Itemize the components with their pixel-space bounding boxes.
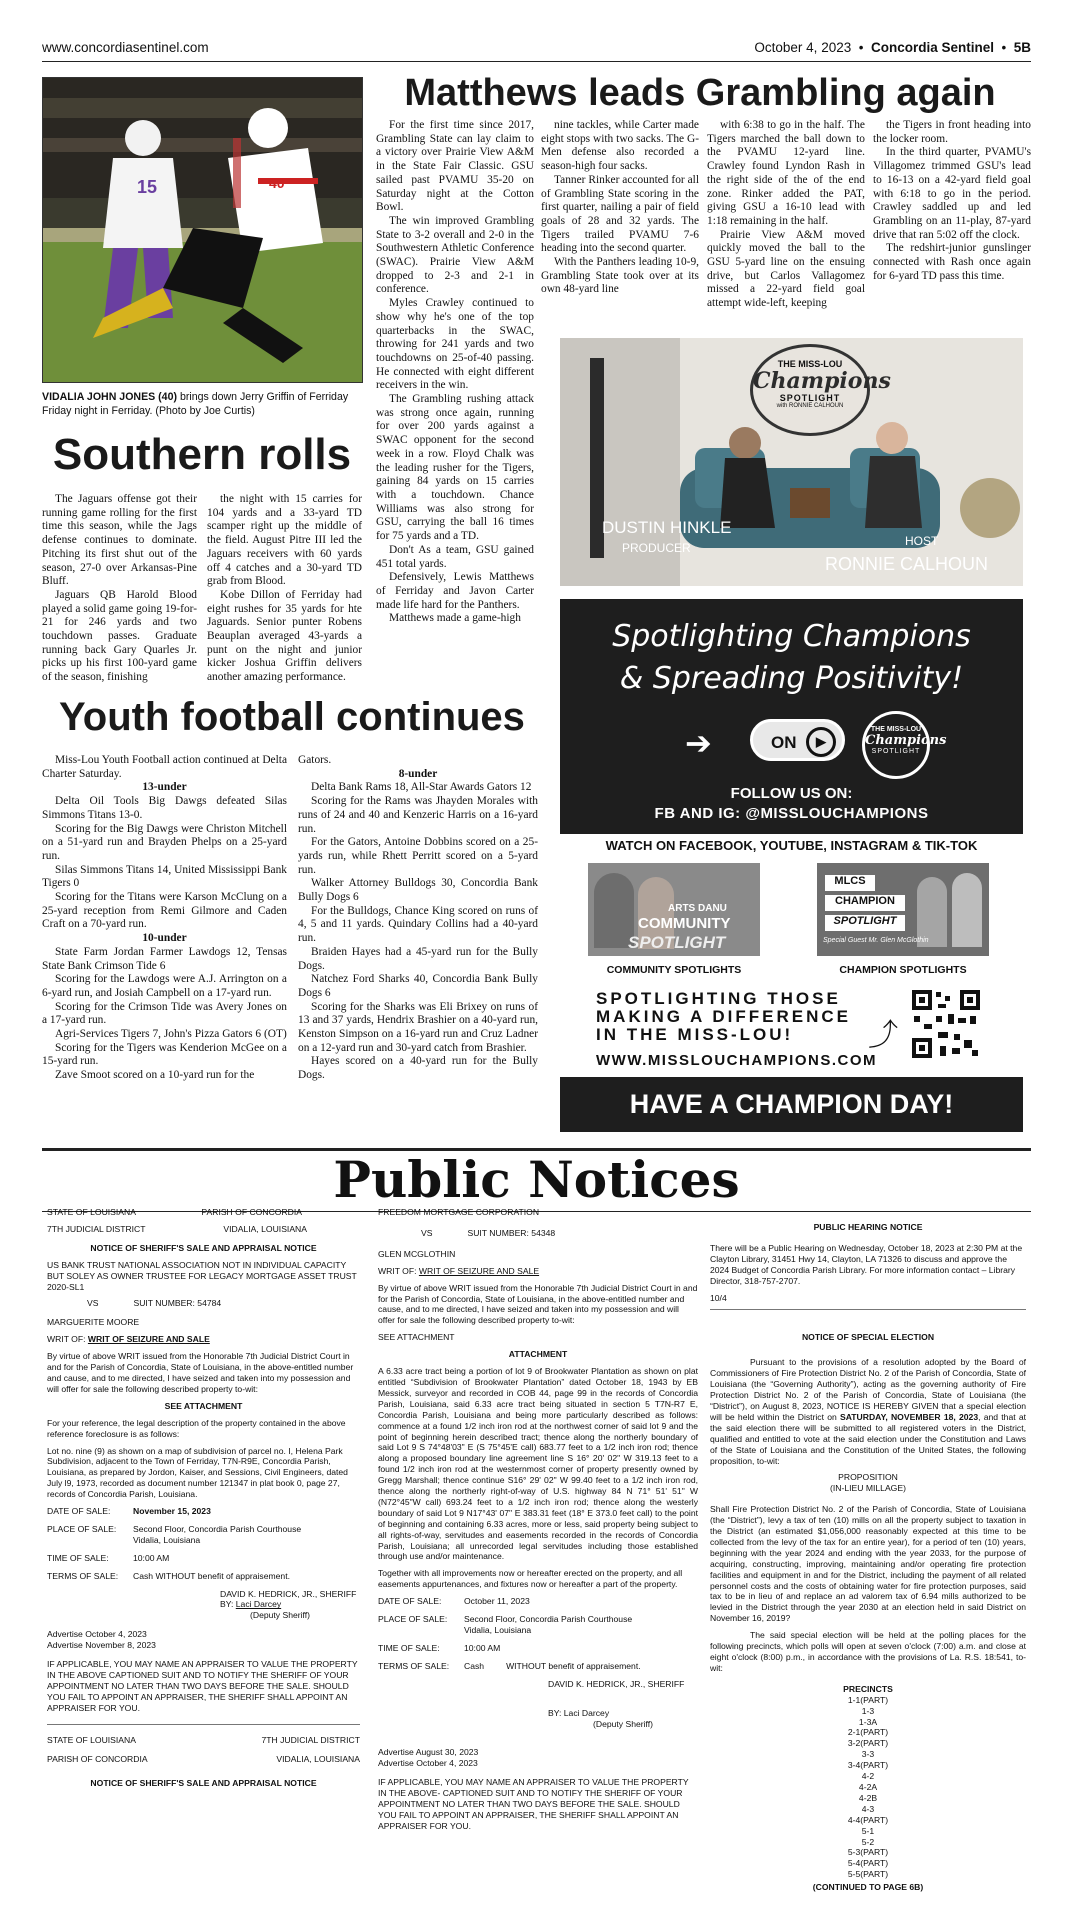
n2-see: SEE ATTACHMENT: [378, 1332, 455, 1343]
paragraph: Prairie View A&M moved quickly moved the ball to the GSU 5-yard line on the ensuing drive, but Carlos Vallagomez missed a 22-yard field goal attempt wide-left, keeping: [707, 228, 865, 310]
notice-col-2: [378, 1207, 698, 1838]
n1-body3: Lot no. nine (9) as shown on a map of subdivision of parcel no. I, Helena Park Subdivision, adjacent to the Town of Ferriday, T7N-R9E, Concordia Parish, Louisiana, as prepared by Jordon, Kaiser, and Sessions, Civil Engineers, dated July l9, 1973, recorded as document number 121347 in plat book 0, page 27, records of Concordia Parish, Louisiana.: [47, 1445, 348, 1500]
precinct-item: 1-1(PART): [847, 1694, 889, 1705]
n1-plaintiff: US BANK TRUST NATIONAL ASSOCIATION NOT IN INDIVIDUAL CAPACITY BUT SOLEY AS OWNER TRUSTEE FOR LEGACY MORTGAGE ASSET TRUST 2020-SL1: [47, 1259, 357, 1292]
logo-main: Champions: [753, 368, 891, 394]
n1-state: STATE OF LOUISIANA: [47, 1207, 136, 1217]
spot-line-2: MAKING A DIFFERENCE: [596, 1007, 852, 1026]
logo-sub: SPOTLIGHT: [779, 393, 841, 403]
n1-writ: WRIT OF SEIZURE AND SALE: [87, 1334, 210, 1345]
paragraph: Defensively, Lewis Matthews of Ferriday and Javon Carter made life hard for the Panthers.: [376, 571, 534, 611]
division-heading: 8-under: [398, 767, 438, 780]
n1-city: VIDALIA, LOUISIANA: [223, 1223, 307, 1234]
n1-see: SEE ATTACHMENT: [164, 1400, 243, 1411]
n2-suit: SUIT NUMBER: 54348: [467, 1227, 556, 1238]
caption-bold: VIDALIA JOHN JONES (40): [42, 391, 177, 403]
curved-arrow-icon: ⤴: [868, 1019, 898, 1052]
badge-logo: [862, 711, 947, 779]
on-label: ON: [771, 733, 797, 752]
paragraph: Scoring for the Sharks was Eli Brixey on runs of 13 and 37 yards, Hendrix Brashier on a 40-yard run, Kenston Simpson on a 16-yard run and Cruz Ladner on a 12-yard run and 30-yard catch from Brashier.: [298, 1000, 538, 1054]
badge-main: Champions: [865, 733, 947, 748]
n3-election-body3: The said special election will be held at the polling places for the following precincts, which polls will open at seven o'clock (7:00) a.m. and close at eight o'clock (8:00) p.m., in accordance with the provisions of La. R.S. 18:541, to-wit:: [710, 1630, 1026, 1673]
division-heading: 10-under: [142, 932, 187, 945]
n1-appraiser: IF APPLICABLE, YOU MAY NAME AN APPRAISER TO VALUE THE PROPERTY IN THE ABOVE CAPTIONED SUIT AND TO NOTIFY THE SHERIFF OF YOUR APPOINTMENT NO LATER THAN TWO DAYS BEFORE THE SALE. SHOULD YOU FAIL TO APPOINT AN APPRAISER, THE SHERIFF SHALL APPOINT AN APPRAISER FOR YOU.: [47, 1659, 358, 1713]
paragraph: Hayes scored on a 40-yard run for the Bully Dogs.: [298, 1055, 538, 1082]
paragraph: Agri-Services Tigers 7, John's Pizza Gators 6 (OT): [55, 1028, 287, 1041]
n1-divider: [47, 1724, 360, 1725]
paragraph: Braiden Hayes had a 45-yard run for the Bully Dogs.: [298, 945, 538, 972]
arrow-right-icon: ➔: [685, 725, 712, 761]
n1-district: 7TH JUDICIAL DISTRICT: [47, 1223, 146, 1234]
grambling-col-4: [873, 119, 1031, 283]
precinct-item: 3-3: [861, 1749, 875, 1760]
thumb2-mid: CHAMPION: [825, 895, 905, 911]
ad-podcast-photo: [560, 338, 1023, 586]
n1-state2: STATE OF LOUISIANA: [47, 1734, 136, 1745]
play-icon: ▶: [806, 727, 836, 757]
n1-terms: Cash WITHOUT benefit of appraisement.: [133, 1570, 290, 1581]
paragraph: For the first time since 2017, Grambling State can lay claim to a victory over Prairie View A&M in the State Fair Classic. GSU sailed past PVAMU 35-20 on Saturday night at the Cotton Bowl.: [376, 119, 534, 214]
n3-continued: (CONTINUED TO PAGE 6B): [812, 1882, 924, 1893]
n2-terms2: WITHOUT benefit of appraisement.: [506, 1660, 641, 1671]
watch-line: WATCH ON FACEBOOK, YOUTUBE, INSTAGRAM & TIK-TOK: [605, 838, 978, 853]
paragraph: Natchez Ford Sharks 40, Concordia Bank Bully Dogs 6: [298, 973, 538, 999]
n1-parish: PARISH OF CONCORDIA: [201, 1207, 302, 1217]
n2-writ-label: WRIT OF:: [378, 1265, 417, 1276]
n2-attach: ATTACHMENT: [508, 1349, 568, 1360]
precinct-item: 4-2B: [858, 1792, 878, 1803]
paragraph: Zave Smoot scored on a 10-yard run for the: [55, 1069, 255, 1082]
follow-line-2: FB AND IG: @MISSLOUCHAMPIONS: [654, 805, 929, 822]
precinct-item: 5-1: [861, 1825, 875, 1836]
paragraph: Scoring for the Big Dawgs were Christon Mitchell on a 51-yard run and Brayden Phelps on a 25-yard run.: [42, 822, 287, 862]
paragraph: Walker Attorney Bulldogs 30, Concordia Bank Bully Dogs 6: [298, 877, 538, 904]
precinct-item: 5-3(PART): [847, 1847, 889, 1858]
svg-text:40: 40: [269, 175, 285, 191]
precinct-item: 1-3A: [858, 1716, 878, 1727]
n1-time-label: TIME OF SALE:: [47, 1552, 109, 1563]
paragraph: The redshirt-junior gunslinger connected with Rash once again for 6-yard TD pass this time.: [873, 242, 1031, 282]
n3-election-body1b: , and that at the said election there will be submitted to all registered voters in the District, qualified and entitled to vote at the said election under the Constitution and Laws of the State of Louisiana and the Constitution of the United States, the following proposition, to-wit:: [710, 1411, 1026, 1466]
n1-parish2: PARISH OF CONCORDIA: [47, 1753, 148, 1764]
spot-line-3: IN THE MISS-LOU!: [596, 1025, 794, 1044]
website-text[interactable]: WWW.MISSLOUCHAMPIONS.COM: [596, 1052, 877, 1069]
precinct-list: [710, 1695, 1026, 1880]
photo-caption: [42, 390, 363, 418]
precinct-item: 4-2: [861, 1771, 875, 1782]
precinct-item: 3-4(PART): [847, 1760, 889, 1771]
n3-election-body1: Pursuant to the provisions of a resolution adopted by the Board of Commissioners of Fire Protection District No. 2 of the Parish of Concordia, State of Louisiana (the “Governing Authority”), acting as the governing authority of Fire Protection District No. 2 of the Parish of Concordia, State of Louisiana (the “District”), on August 8, 2023, NOTICE IS HEREBY GIVEN that a special election will be held within the District on: [710, 1357, 1026, 1422]
podcast-logo: [750, 344, 891, 436]
paragraph: the Tigers in front heading into the locker room.: [873, 119, 1031, 145]
n1-body1: By virtue of above WRIT issued from the Honorable 7th Judicial District Court in and for the Parish of Concordia, State of Louisiana, in the above-entitled number and cause, and to me directed, I have seized and taken into my possession and will offer for sale the following described property to-wit:: [47, 1351, 354, 1394]
paragraph: with 6:38 to go in the half. The Tigers marched the ball down to the PVAMU 12-yard line. Crawley found Lyndon Rash in the right side of the of the end zone. Rinker added the PAT, giving GSU a 16-10 lead with 1:18 remaining in the half.: [707, 119, 865, 227]
notice-col-3: [710, 1222, 1026, 1893]
thumb1-top: ARTS DANU: [668, 903, 727, 914]
badge-top: THE MISS-LOU: [870, 726, 922, 733]
n3-election-body2: Shall Fire Protection District No. 2 of the Parish of Concordia, State of Louisiana (the “District”), levy a tax of ten (10) mills on all the property subject to taxation in the District (an estimated $1,056,000 reasonably expected at this time to be collected from the levy of the tax for an entire year), for a period of ten (10) years, beginning with the year 2024 and ending with the year 2033, for the purpose of acquiring, constructing, improving, maintaining and/or operating fire protection facilities and equipment in and for the District, including the payment of all related personnel costs and the costs of obtaining water for fire protection purposes, said tax to be in lieu of and replace an ad valorem tax of 6.94 mills authorized to be levied in the District through the year 2030 at an election held in said District on November 16, 2019?: [710, 1504, 1026, 1624]
n3-precincts-title: PRECINCTS: [843, 1683, 893, 1694]
n2-deputy: (Deputy Sheriff): [593, 1718, 654, 1729]
precinct-item: 3-2(PART): [847, 1738, 889, 1749]
n2-sheriff: DAVID K. HEDRICK, JR., SHERIFF: [548, 1678, 685, 1689]
n3-prop: PROPOSITION: [838, 1472, 898, 1483]
precinct-item: 5-2: [861, 1836, 875, 1847]
n1-district2: 7TH JUDICIAL DISTRICT: [261, 1734, 360, 1745]
n1-date-label: DATE OF SALE:: [47, 1506, 111, 1517]
n2-adv2: Advertise October 4, 2023: [378, 1758, 478, 1769]
n1-date: November 15, 2023: [133, 1506, 211, 1517]
n1-place2: Vidalia, Louisiana: [133, 1534, 201, 1545]
n2-body1: By virtue of above WRIT issued from the Honorable 7th Judicial District Court in and for the Parish of Concordia, State of Louisiana, in the above-entitled number and cause, and to me directed, I have seized and taken into my possession and will offer for sale the following described property to-wit:: [378, 1282, 698, 1326]
n1-by: BY:: [220, 1599, 234, 1610]
precinct-item: 5-4(PART): [847, 1858, 889, 1869]
slogan-line-1: Spotlighting Champions: [612, 619, 971, 654]
precinct-item: 2-1(PART): [847, 1727, 889, 1738]
n3-prop-sub: (IN-LIEU MILLAGE): [830, 1483, 906, 1494]
follow-line-1: FOLLOW US ON:: [730, 785, 853, 802]
n1-place-label: PLACE OF SALE:: [47, 1523, 117, 1534]
paper-name: Concordia Sentinel: [870, 40, 994, 55]
n1-adv1: Advertise October 4, 2023: [47, 1629, 147, 1640]
paragraph: Tanner Rinker accounted for all of Grambling State scoring in the first quarter, nailing a pair of field goals of 28 and 32 yards. The Tigers trailed PVAMU 7-6 heading into the second quarter.: [541, 173, 699, 255]
n3-hearing-title: PUBLIC HEARING NOTICE: [813, 1222, 923, 1232]
n1-defendant: MARGUERITE MOORE: [47, 1317, 140, 1328]
paragraph: State Farm Jordan Farmer Lawdogs 12, Tensas State Bank Crimson Tide 6: [42, 945, 287, 972]
football-photo-image: [43, 78, 363, 383]
n3-hearing-date: 10/4: [710, 1292, 727, 1303]
southern-col-2: [207, 493, 362, 685]
n3-election-date: SATURDAY, NOVEMBER 18, 2023: [840, 1411, 979, 1422]
ad-slogan-panel: [560, 599, 1023, 834]
n2-place1: Second Floor, Concordia Parish Courthouse: [464, 1614, 633, 1625]
n2-time: 10:00 AM: [464, 1642, 501, 1653]
paragraph: In the third quarter, PVAMU's Villagomez trimmed GSU's lead to 16-13 on a 42-yard field goal with 6:18 to go in the period. Crawley saddled up and led Grambling on an 11-play, 87-yard drive that ran 5:02 off the clock.: [873, 146, 1031, 241]
issue-date: October 4, 2023: [754, 40, 852, 55]
paragraph: nine tackles, while Carter made eight stops with two sacks. The G-Men defense also recorded a season-high four sacks.: [541, 119, 699, 173]
producer-name: DUSTIN HINKLE: [602, 518, 732, 537]
n2-place-label: PLACE OF SALE:: [378, 1614, 448, 1625]
grambling-col-2: [541, 119, 699, 297]
grambling-col-1: [376, 119, 534, 626]
n1-adv2: Advertise November 8, 2023: [47, 1640, 156, 1651]
youth-col-2: [298, 754, 538, 1083]
n2-date-label: DATE OF SALE:: [378, 1596, 442, 1607]
thumb-person: [952, 873, 982, 947]
n2-appraiser: IF APPLICABLE, YOU MAY NAME AN APPRAISER TO VALUE THE PROPERTY IN THE ABOVE- CAPTIONED SUIT AND TO NOTIFY THE SHERIFF OF YOUR APPOINTMENT NO LATER THAN TWO DAYS BEFORE THE SALE. SHOULD YOU FAIL TO APPOINT AN APPRAISER, THE SHERIFF SHALL APPOINT AN APPRAISER FOR YOU.: [378, 1777, 689, 1831]
southern-headline: Southern rolls: [52, 430, 352, 479]
paragraph: With the Panthers leading 10-9, Grambling State took over at its own 48-yard line: [541, 256, 699, 296]
n2-by: BY: Laci Darcey: [548, 1707, 610, 1718]
n1-time: 10:00 AM: [133, 1552, 170, 1563]
thumb1-mid: COMMUNITY: [638, 915, 731, 932]
on-toggle: [750, 719, 845, 761]
n2-plaintiff: FREEDOM MORTGAGE CORPORATION: [378, 1207, 540, 1217]
paragraph: Scoring for the Lawdogs were A.J. Arrington on a 6-yard run, and Josiah Campbell on a 17-yard run.: [42, 973, 287, 999]
site-url[interactable]: www.concordiasentinel.com: [42, 40, 209, 55]
n2-terms1: Cash: [464, 1660, 485, 1671]
n2-adv1: Advertise August 30, 2023: [378, 1747, 479, 1758]
n1-city2: VIDALIA, LOUISIANA: [276, 1753, 360, 1764]
southern-col-1: [42, 493, 197, 685]
paragraph: Jaguars QB Harold Blood played a solid game going 19-for-21 for 246 yards and two touchdown passes. Graduate running back Gary Quarles Jr. picks up his first 100-yard game of the season, finishing: [42, 588, 197, 684]
thumb2-top: MLCS: [825, 875, 875, 891]
n1-body2: For your reference, the legal description of the property contained in the above reference foreclosure is as follows:: [47, 1417, 346, 1439]
community-label: COMMUNITY SPOTLIGHTS: [606, 964, 742, 976]
host-role: HOST: [905, 534, 939, 548]
grambling-col-3: [707, 119, 865, 311]
champion-label: CHAMPION SPOTLIGHTS: [839, 964, 967, 976]
n1-sheriff: DAVID K. HEDRICK, JR., SHERIFF: [220, 1588, 357, 1599]
thumb1-bot: SPOTLIGHT: [628, 933, 726, 952]
producer-role: PRODUCER: [622, 541, 691, 555]
football-photo: [42, 77, 363, 383]
precinct-item: 5-5(PART): [847, 1869, 889, 1880]
n1-suit: SUIT NUMBER: 54784: [133, 1298, 222, 1309]
page-info: October 4, 2023 • Concordia Sentinel • 5B: [754, 40, 1031, 55]
caption-text: brings down Jerry Griffin of Ferriday Friday night in Ferriday. (Photo by Joe Curtis): [42, 391, 349, 417]
n1-writ-label: WRIT OF:: [47, 1334, 86, 1345]
n3-divider: [710, 1309, 1026, 1310]
page-header: [42, 40, 1031, 62]
n2-vs: VS: [421, 1227, 433, 1238]
n2-time-label: TIME OF SALE:: [378, 1642, 440, 1653]
badge-sub: SPOTLIGHT: [871, 748, 921, 755]
youth-headline: Youth football continues: [59, 695, 525, 739]
n2-body3: Together with all improvements now or hereafter erected on the property, and all easements appurtenances, and fixtures now or hereafter a part of the property.: [378, 1568, 683, 1590]
paragraph: Miss-Lou Youth Football action continued at Delta Charter Saturday.: [42, 754, 287, 780]
n3-election-title: NOTICE OF SPECIAL ELECTION: [801, 1332, 935, 1343]
paragraph: Don't As a team, GSU gained 451 total yards.: [376, 543, 534, 570]
n1-deputy: (Deputy Sheriff): [250, 1610, 311, 1621]
n2-writ: WRIT OF SEIZURE AND SALE: [418, 1265, 540, 1276]
paragraph: Gators.: [298, 754, 332, 766]
champion-day-banner: HAVE A CHAMPION DAY!: [560, 1077, 1023, 1132]
n1-title: NOTICE OF SHERIFF'S SALE AND APPRAISAL NOTICE: [90, 1242, 317, 1253]
n1-terms-label: TERMS OF SALE:: [47, 1570, 119, 1581]
notice-col-1: [47, 1207, 360, 1795]
qr-code-graphic: [910, 988, 982, 1060]
paragraph: Scoring for the Crimson Tide was Avery Jones on a 17-yard run.: [42, 1000, 287, 1027]
paragraph: Delta Bank Rams 18, All-Star Awards Gators 12: [311, 781, 532, 794]
svg-text:15: 15: [137, 177, 158, 197]
n2-place2: Vidalia, Louisiana: [464, 1625, 532, 1635]
champion-thumb[interactable]: [817, 863, 989, 956]
logo-with: with RONNIE CALHOUN: [776, 403, 844, 409]
n1-title2: NOTICE OF SHERIFF'S SALE AND APPRAISAL NOTICE: [90, 1778, 317, 1789]
youth-col-1: [42, 754, 287, 1083]
host-name: RONNIE CALHOUN: [825, 554, 989, 574]
paragraph: The Grambling rushing attack was strong once again, running for over 200 yards against a SWAC opponent for the second week in a row. Floyd Chalk was the leading rusher for the Tigers, gaining 84 yards on 15 carries with a touchdown. Chance Williams was also strong for GSU, carrying the ball 16 times for 75 yards and a TD.: [376, 393, 534, 543]
slogan-line-2: & Spreading Positivity!: [619, 661, 964, 696]
paragraph: Scoring for the Titans were Karson McClung on a 25-yard reception from Remi Gilmore and Caden Craft on a 70-yard run.: [42, 891, 287, 931]
thumb2-guest: Special Guest Mr. Glen McGlothin: [823, 937, 929, 944]
logo-top: THE MISS-LOU: [777, 359, 843, 369]
precinct-item: 4-2A: [858, 1781, 878, 1792]
division-heading: 13-under: [142, 781, 187, 794]
n2-date: October 11, 2023: [464, 1596, 530, 1607]
paragraph: Delta Oil Tools Big Dawgs defeated Silas Simmons Titans 13-0.: [42, 795, 287, 821]
paragraph: Silas Simmons Titans 14, United Mississippi Bank Tigers 0: [42, 863, 287, 890]
precinct-item: 1-3: [861, 1705, 875, 1716]
paragraph: Matthews made a game-high: [389, 612, 521, 625]
paragraph: Kobe Dillon of Ferriday had eight rushes for 35 yards for hte Jaguards. Senior punter Robens Beauplan averaged 43-yards a punt on the night and junior kicker Joshua Griffin delivers another amazing performance.: [207, 588, 362, 684]
qr-code-icon[interactable]: [910, 988, 982, 1060]
n2-terms-label: TERMS OF SALE:: [378, 1660, 450, 1671]
n2-body2: A 6.33 acre tract being a portion of lot 9 of Brookwater Plantation as shown on plat entitled “Subdivision of Brookwater Plantation” dated October 18, 1943 by EB Messick, surveyor and recorded in COB 44, page 99 in the records of Concordia Parish, Louisiana, said 6.33 acre tract being situated in section 5 T7N-R7 E, Concordia Parish, Louisiana and being more particularly described as follows: commence at a found 1/2 inch iron rod at the northwest corner of said lot 9 and the point of beginning herein described tract; thence along the northerly boundary of said Lot 9 S 74°48'03" E (S 75°45'E call) 683.77 feet to a 1/2 inch iron rod; thence along a proposed boundary line agreement line S 16° 20' 02" W 319.13 feet to a found 1/2 inch iron rod at the westernmost corner of property presently owned by Gregg Marshall; thence continue S16° 29' 02" W 99.40 feet to a 1/2 inch iron rod, thence along the northerly right-of-way of U.S. highway 84 N 71° 51' 51" W (N72°45"W call) 693.24 feet to a 1/2 inch iron rod; thence along the westerly boundary of said Lot 9 N17°43' 07" E 383.31 feet (18° E 373.0 feet call) to the point of beginning and containing 6.33 acres, more or less, said property being subject to all rights-of-way, servitudes and easements recorded in the records of Concordia Parish, Louisiana; all unrecorded legal servitudes including those established through use and/or maintenance.: [378, 1366, 698, 1562]
paragraph: Scoring for the Tigers was Kenderion McGee on a 15-yard run.: [42, 1041, 287, 1068]
paragraph: For the Bulldogs, Chance King scored on runs of 4, 5 and 11 yards. Quindary Collins had a 40-yard run.: [298, 904, 538, 945]
precinct-item: 4-3: [861, 1803, 875, 1814]
n1-place1: Second Floor, Concordia Parish Courthouse: [133, 1523, 302, 1534]
paragraph: the night with 15 carries for 104 yards and a 33-yard TD scamper right up the middle of the field. August Pitre III led the Jaguars receivers with 60 yards off 4 catches and a 30-yard TD grab from Blood.: [207, 493, 362, 588]
spotlight-text: [596, 990, 896, 1044]
n3-hearing-body: There will be a Public Hearing on Wednesday, October 18, 2023 at 2:30 PM at the Clayton Library, 31451 Hwy 14, Clayton, LA 71326 to discuss and approve the 2024 Budget of Concordia Parish Library. For more information contact – Library Director, 318-757-2707.: [710, 1242, 1023, 1286]
paragraph: For the Gators, Antoine Dobbins scored on a 25-yards run, while Rhett Perritt scored on a 5-yard run.: [298, 836, 538, 876]
notices-title: Public Notices: [333, 1150, 740, 1209]
community-thumb[interactable]: [588, 863, 760, 956]
paragraph: The Jaguars offense got their running game rolling for the first time this season, while the Jags defense continues to dominate. Pitching its first shut out of the season, 27-0 over Arkansas-Pine Bluff.: [42, 493, 197, 588]
n2-defendant: GLEN MCGLOTHIN: [378, 1248, 456, 1259]
page-number: 5B: [1013, 40, 1031, 55]
n1-vs: VS: [87, 1298, 99, 1309]
paragraph: The win improved Grambling State to 3-2 overall and 2-0 in the Southwestern Athletic Conference (SWAC). Prairie View A&M dropped to 2-3 and 2-1 in conference.: [376, 214, 534, 296]
spot-line-1: SPOTLIGHTING THOSE: [596, 989, 841, 1008]
n1-deputy-name: Laci Darcey: [235, 1599, 282, 1610]
thumb2-bot: SPOTLIGHT: [825, 915, 905, 931]
precinct-item: 4-4(PART): [847, 1814, 889, 1825]
grambling-headline: Matthews leads Grambling again: [404, 72, 996, 114]
paragraph: Scoring for the Rams was Jhayden Morales with runs of 24 and 40 and Kenzeric Harris on a 16-yard run.: [298, 795, 538, 835]
paragraph: Myles Crawley continued to show why he's one of the top quarterbacks in the SWAC, throwing for 241 yards and two touchdowns on 25-of-40 passing. He connected with eight different receivers in the win.: [376, 297, 534, 392]
